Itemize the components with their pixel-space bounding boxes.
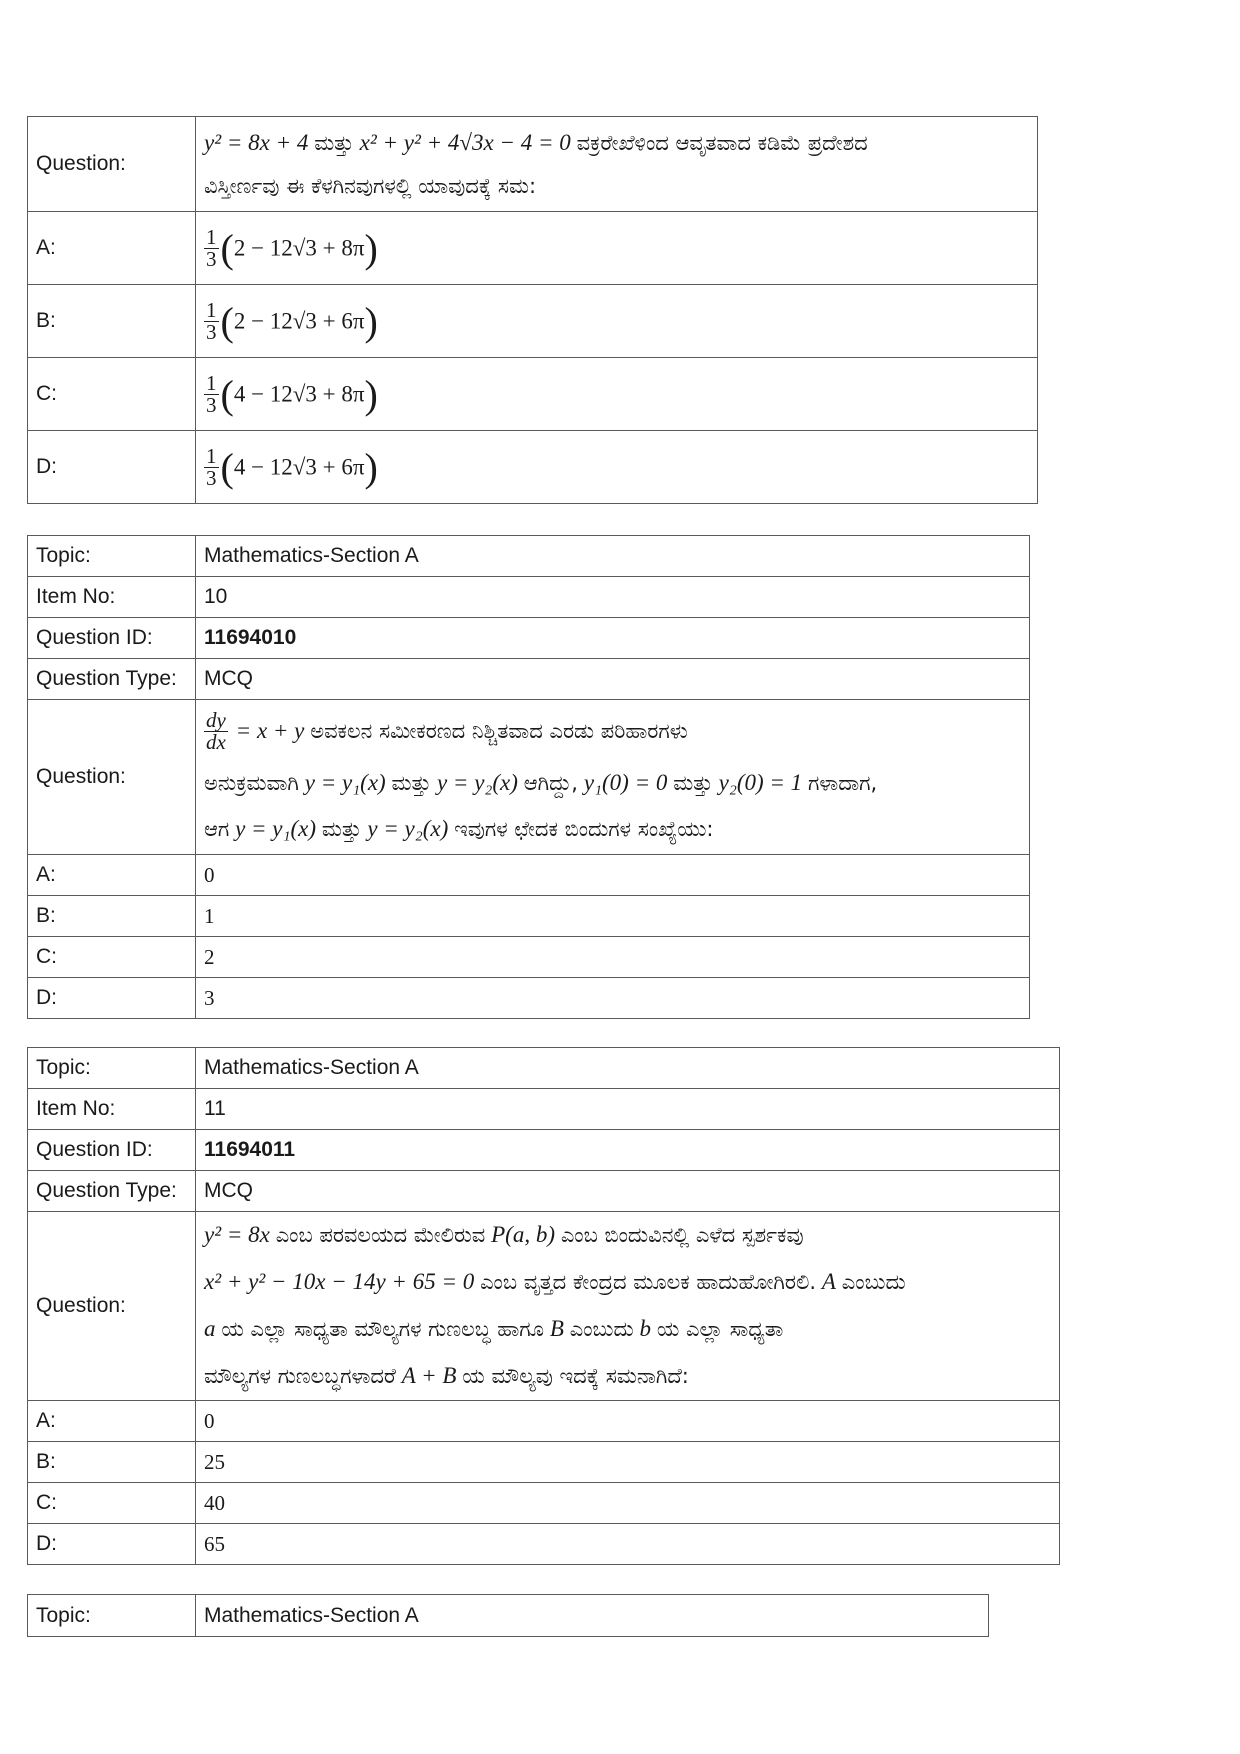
item-no-row — [28, 577, 1030, 618]
topic-label: Topic: — [28, 536, 196, 577]
question-id-label: Question ID: — [28, 618, 196, 659]
option-row-b — [28, 285, 1038, 358]
topic-value: Mathematics-Section A — [196, 1595, 989, 1637]
question-row — [28, 1212, 1060, 1401]
option-row-d — [28, 978, 1030, 1019]
option-value-a: 0 — [196, 1401, 1060, 1442]
question-id-label: Question ID: — [28, 1130, 196, 1171]
option-row-b — [28, 1442, 1060, 1483]
question-table-9 — [27, 116, 1038, 504]
item-no-label: Item No: — [28, 1089, 196, 1130]
option-value-b: 1 — [196, 896, 1030, 937]
question-id-value: 11694010 — [196, 618, 1030, 659]
topic-row — [28, 536, 1030, 577]
math-expr: = x + y — [235, 717, 305, 743]
option-row-b — [28, 896, 1030, 937]
question-type-label: Question Type: — [28, 1171, 196, 1212]
question-type-row — [28, 659, 1030, 700]
option-value-b: $\frac{1}{3}$ (2 − 12√3 + 6π) — [196, 285, 1038, 358]
question-text: y² = 8x + 4 ಮತ್ತು x² + y² + 4√3x − 4 = 0 ವಕ್ರರೇಖೆಳಿಂದ ಆವೃತವಾದ ಕಡಿಮೆ ಪ್ರದೇಶದ ವಿಸ್ತೀರ್ಣವು ಈ ಕೆಳಗಿನವುಗಳಲ್ಲಿ ಯಾವುದಕ್ಕೆ ಸಮ: — [196, 117, 1038, 212]
math-expr: y² = 8x + 4 — [204, 130, 309, 155]
question-type-label: Question Type: — [28, 659, 196, 700]
question-label: Question: — [28, 1212, 196, 1401]
question-id-row — [28, 618, 1030, 659]
question-text: $\frac{dy}{dx}$ = x + y ಅವಕಲನ ಸಮೀಕರಣದ ನಿಶ್ಚಿತವಾದ ಎರಡು ಪರಿಹಾರಗಳು ಅನುಕ್ರಮವಾಗಿ y = y₁(x) ಮತ್ತು y = y₂(x) ಆಗಿದ್ದು, y₁(0) = 0 ಮತ್ತು y₂(0) = 1 ಗಳಾದಾಗ, ಆಗ y = y₁(x) ಮತ್ತು y = y₂(x) ಇವುಗಳ ಛೇದಕ ಬಿಂದುಗಳ ಸಂಖ್ಯೆಯು: — [196, 700, 1030, 855]
option-row-a — [28, 1401, 1060, 1442]
option-row-a — [28, 855, 1030, 896]
item-no-value: 10 — [196, 577, 1030, 618]
question-label: Question: — [28, 700, 196, 855]
option-value-a: $\frac{1}{3}$ (2 − 12√3 + 8π) — [196, 212, 1038, 285]
topic-value: Mathematics-Section A — [196, 536, 1030, 577]
option-label-d: D: — [28, 431, 196, 504]
math-expr: x² + y² + 4√3x − 4 = 0 — [359, 130, 571, 155]
option-row-c — [28, 1483, 1060, 1524]
option-value-d: 65 — [196, 1524, 1060, 1565]
option-value-c: 40 — [196, 1483, 1060, 1524]
item-no-label: Item No: — [28, 577, 196, 618]
option-value-d: 3 — [196, 978, 1030, 1019]
question-id-row — [28, 1130, 1060, 1171]
option-value-c: $\frac{1}{3}$ (4 − 12√3 + 8π) — [196, 358, 1038, 431]
question-row — [28, 700, 1030, 855]
option-row-c — [28, 358, 1038, 431]
question-id-value: 11694011 — [196, 1130, 1060, 1171]
option-row-d — [28, 1524, 1060, 1565]
question-type-value: MCQ — [196, 1171, 1060, 1212]
option-row-c — [28, 937, 1030, 978]
question-type-value: MCQ — [196, 659, 1030, 700]
topic-value: Mathematics-Section A — [196, 1048, 1060, 1089]
item-no-row — [28, 1089, 1060, 1130]
question-label: Question: — [28, 117, 196, 212]
topic-row — [28, 1595, 989, 1637]
option-row-a — [28, 212, 1038, 285]
question-text: y² = 8x ಎಂಬ ಪರವಲಯದ ಮೇಲಿರುವ P(a, b) ಎಂಬ ಬಿಂದುವಿನಲ್ಲಿ ಎಳೆದ ಸ್ಪರ್ಶಕವು x² + y² − 10x − 14y + 65 = 0 ಎಂಬ ವೃತ್ತದ ಕೇಂದ್ರದ ಮೂಲಕ ಹಾದುಹೋಗಿರಲಿ. A ಎಂಬುದು a ಯ ಎಲ್ಲಾ ಸಾಧ್ಯತಾ ಮೌಲ್ಯಗಳ ಗುಣಲಬ್ಧ ಹಾಗೂ B ಎಂಬುದು b ಯ ಎಲ್ಲಾ ಸಾಧ್ಯತಾ ಮೌಲ್ಯಗಳ ಗುಣಲಬ್ಧಗಳಾದರೆ A + B ಯ ಮೌಲ್ಯವು ಇದಕ್ಕೆ ಸಮನಾಗಿದೆ: — [196, 1212, 1060, 1401]
option-label-d: D: — [28, 1524, 196, 1565]
option-value-b: 25 — [196, 1442, 1060, 1483]
option-label-b: B: — [28, 285, 196, 358]
option-value-c: 2 — [196, 937, 1030, 978]
option-value-d: $\frac{1}{3}$ (4 − 12√3 + 6π) — [196, 431, 1038, 504]
topic-label: Topic: — [28, 1595, 196, 1637]
question-table-10 — [27, 535, 1030, 1019]
option-label-c: C: — [28, 1483, 196, 1524]
question-type-row — [28, 1171, 1060, 1212]
option-label-b: B: — [28, 1442, 196, 1483]
option-label-c: C: — [28, 358, 196, 431]
option-label-b: B: — [28, 896, 196, 937]
question-table-12 — [27, 1594, 989, 1637]
option-row-d — [28, 431, 1038, 504]
fraction: $\frac{dy}{dx}$ — [206, 708, 226, 755]
option-value-a: 0 — [196, 855, 1030, 896]
item-no-value: 11 — [196, 1089, 1060, 1130]
option-label-c: C: — [28, 937, 196, 978]
option-label-a: A: — [28, 855, 196, 896]
topic-label: Topic: — [28, 1048, 196, 1089]
question-row — [28, 117, 1038, 212]
option-label-a: A: — [28, 1401, 196, 1442]
question-table-11 — [27, 1047, 1060, 1565]
option-label-a: A: — [28, 212, 196, 285]
topic-row — [28, 1048, 1060, 1089]
option-label-d: D: — [28, 978, 196, 1019]
